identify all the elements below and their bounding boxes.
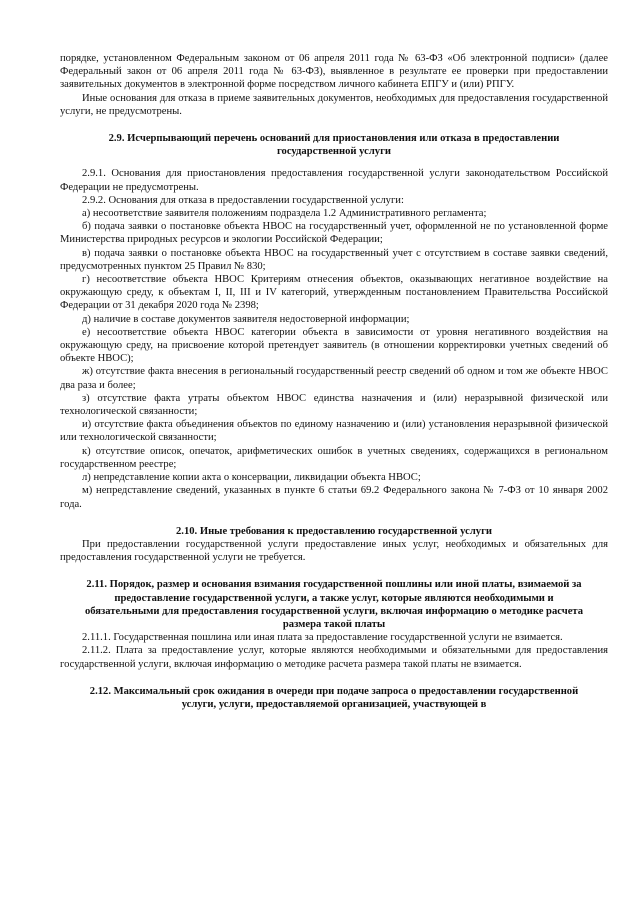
section-heading: 2.12. Максимальный срок ожидания в очереди при подаче запроса о предоставлении государственной услуги, услуги, предоставляемой организацией, участвующей в — [89, 685, 579, 710]
section-heading: 2.11. Порядок, размер и основания взимания государственной пошлины или иной платы, взимаемой за предоставление государственной услуги, а также услуг, которые являются необходимыми и обязательными для предоставления государственной услуги, включая информацию о методике расчета размера такой платы — [84, 579, 584, 630]
section-heading: 2.9. Исчерпывающий перечень оснований для приостановления или отказа в предоставлении государственной услуги — [108, 133, 560, 158]
spacer — [60, 158, 608, 167]
paragraph: ж) отсутствие факта внесения в региональный государственный реестр сведений об одном и том же объекте НВОС два раза и более; — [60, 366, 608, 391]
paragraph: 2.9.2. Основания для отказа в предоставлении государственной услуги: — [82, 194, 404, 206]
paragraph: а) несоответствие заявителя положениям подраздела 1.2 Административного регламента; — [82, 208, 487, 220]
spacer — [60, 511, 608, 525]
paragraph: е) несоответствие объекта НВОС категории объекта в зависимости от уровня негативного воздействия на окружающую среду, на присвоение которой претендует заявитель (в отношении корректировки учетных сведений об объекте НВОС); — [60, 326, 608, 365]
paragraph: порядке, установленном Федеральным законом от 06 апреля 2011 года № 63-ФЗ «Об электронной подписи» (далее Федеральный закон от 06 апреля 2011 года № 63-ФЗ), выявленное в результате ее проверки при предоставлении заявительных документов в электронной форме посредством личного кабинета ЕПГУ и (или) РПГУ. — [60, 53, 608, 91]
paragraph: в) подача заявки о постановке объекта НВОС на государственный учет с отсутствием в составе заявки сведений, предусмотренных пунктом 25 Правил № 830; — [60, 247, 608, 272]
section-heading: 2.10. Иные требования к предоставлению государственной услуги — [176, 525, 492, 537]
spacer — [60, 564, 608, 578]
paragraph: Иные основания для отказа в приеме заявительных документов, необходимых для предоставления государственной услуги, не предусмотрены. — [60, 92, 608, 117]
paragraph: и) отсутствие факта объединения объектов по единому назначению и (или) установления неразрывной физической или технологической связанности; — [60, 419, 608, 444]
paragraph: к) отсутствие описок, опечаток, арифметических ошибок в учетных сведениях, содержащихся в региональном государственном реестре; — [60, 445, 608, 470]
paragraph: з) отсутствие факта утраты объектом НВОС единства назначения и (или) неразрывной физической или технологической связанности; — [60, 392, 608, 418]
document-page — [60, 52, 608, 711]
paragraph: При предоставлении государственной услуги предоставление иных услуг, необходимых и обязательных для предоставления государственной услуги не требуется. — [60, 538, 608, 564]
paragraph: 2.11.1. Государственная пошлина или иная плата за предоставление государственной услуги не взимается. — [82, 632, 563, 644]
spacer — [60, 118, 608, 132]
spacer — [60, 671, 608, 685]
paragraph: м) непредставление сведений, указанных в пункте 6 статьи 69.2 Федерального закона № 7-ФЗ от 10 января 2002 года. — [60, 485, 608, 510]
paragraph: б) подача заявки о постановке объекта НВОС на государственный учет, оформленной не по установленной форме Министерства природных ресурсов и экологии Российской Федерации; — [60, 221, 608, 246]
paragraph: л) непредставление копии акта о консервации, ликвидации объекта НВОС; — [82, 472, 421, 484]
paragraph: д) наличие в составе документов заявителя недостоверной информации; — [82, 313, 410, 325]
paragraph: г) несоответствие объекта НВОС Критериям отнесения объектов, оказывающих негативное воздействие на окружающую среду, к объектам I, II, III и IV категорий, утвержденным постановлением Правительства Российской Федерации от 31 декабря 2020 года № 2398; — [60, 274, 608, 312]
paragraph: 2.9.1. Основания для приостановления предоставления государственной услуги законодательством Российской Федерации не предусмотрены. — [60, 168, 608, 193]
paragraph: 2.11.2. Плата за предоставление услуг, которые являются необходимыми и обязательными для предоставления государственной услуги, включая информацию о методике расчета размера такой платы не взимается. — [60, 645, 608, 670]
